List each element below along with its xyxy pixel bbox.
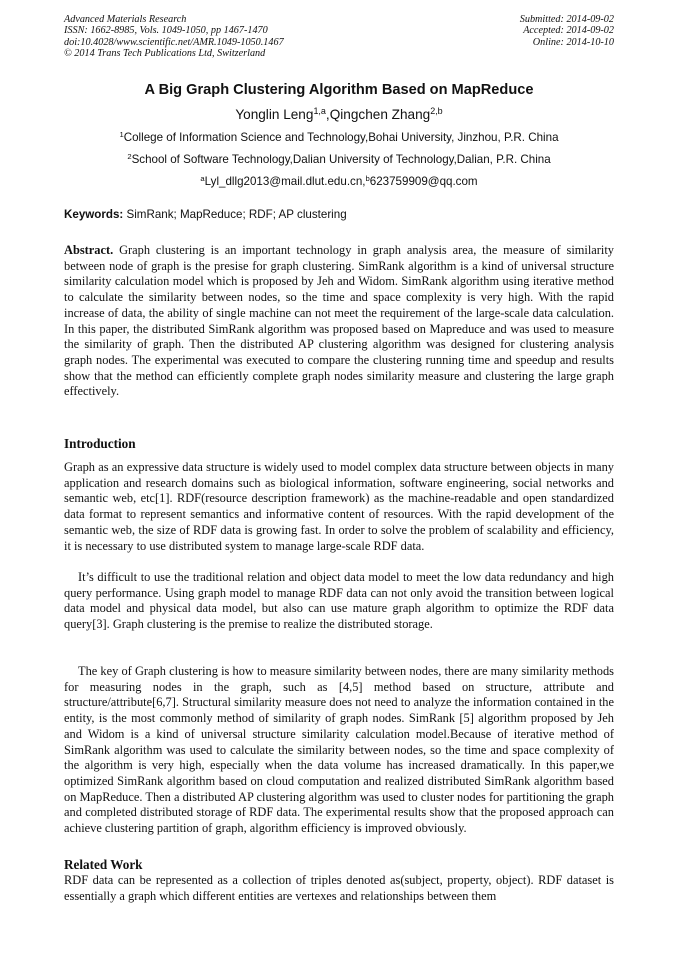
affiliation-text: College of Information Science and Technology,Bohai University, Jinzhou, P.R. China — [123, 131, 559, 144]
email-mark: a — [200, 173, 205, 183]
related-work-paragraph-1: RDF data can be represented as a collection of triples denoted as(subject, property, object). RDF dataset is essentially a graph which different entities are vertexes and relationships between them — [64, 873, 614, 903]
submitted-date: Submitted: 2014-09-02 — [519, 14, 614, 25]
affiliation-mark: 2 — [127, 151, 132, 161]
abstract — [64, 243, 614, 400]
copyright-line: © 2014 Trans Tech Publications Ltd, Switzerland — [64, 47, 266, 59]
journal-name: Advanced Materials Research — [64, 14, 187, 25]
email-mark: b — [365, 173, 370, 183]
issn-line: ISSN: 1662-8985, Vols. 1049-1050, pp 1467-1470 — [64, 25, 268, 37]
accepted-date: Accepted: 2014-09-02 — [523, 25, 614, 37]
online-date: Online: 2014-10-10 — [532, 36, 614, 48]
publication-dates — [394, 14, 614, 48]
section-heading-introduction: Introduction — [64, 436, 136, 451]
keywords-label: Keywords: — [64, 208, 124, 221]
author-separator: , — [325, 107, 330, 122]
author-emails — [0, 175, 678, 189]
email-address: 623759909@qq.com — [369, 175, 478, 188]
section-heading-related-work: Related Work — [64, 857, 143, 872]
author-affiliation-mark: 2,b — [430, 106, 443, 117]
intro-paragraph-1: Graph as an expressive data structure is widely used to model complex data structure between objects in many application and research domains such as biological information, software engineering, social networks and semantic web, etc[1]. RDF(resource description framework) as the machine-readable and open standardized data format to represent semantics and informative content of resources. With the rapid development of the semantic web, the size of RDF data is growing fast. In order to solve the problem of scalability and efficiency, it is necessary to use distributed system to manage large-scale RDF data. — [64, 460, 614, 553]
author-affiliation-mark: 1,a — [313, 106, 326, 117]
intro-paragraph-3: The key of Graph clustering is how to measure similarity between nodes, there are many similarity methods for measuring nodes in the graph, such as [4,5] method based on structure, attribute and structure/attribute[6,7]. Structural similarity measure does not need to analyze the information contained in the entity, is the most commonly method of similarity of graph nodes. SimRank [5] algorithm proposed by Jeh and Widom is a kind of universal structure similarity calculation model.Because of iterative method of SimRank algorithm was used to calculate the similarity between nodes, so the time and space complexity of the algorithm is very high, especially when the data volume has increased dramatically. In this paper,we optimized SimRank algorithm based on cloud computation and realized distributed SimRank algorithm based on MapReduce. Then a distributed AP clustering algorithm was used to cluster nodes for partitioning the graph and completed distributed storage of RDF data. The experimental results show that the proposed approach can achieve clustering partition of graph, algorithm efficiency is improved obviously. — [64, 664, 614, 836]
keywords — [64, 208, 614, 222]
affiliation-1 — [0, 131, 678, 145]
intro-paragraph-2: It’s difficult to use the traditional relation and object data model to meet the low data redundancy and high query performance. Using graph model to manage RDF data can not only avoid the transition between logical data model and physical data model, but also can use mature graph algorithm to optimize the RDF data query[3]. Graph clustering is the premise to realize the distributed storage. — [64, 570, 614, 632]
affiliation-text: School of Software Technology,Dalian University of Technology,Dalian, P.R. China — [131, 153, 551, 166]
paper-title: A Big Graph Clustering Algorithm Based on MapReduce — [144, 82, 534, 98]
abstract-label: Abstract. — [64, 243, 114, 257]
doi-line: doi:10.4028/www.scientific.net/AMR.1049-1050.1467 — [64, 36, 284, 48]
author-name: Qingchen Zhang — [329, 107, 431, 122]
affiliation-2 — [0, 153, 678, 167]
author-line — [0, 106, 678, 123]
author-name: Yonglin Leng — [235, 107, 314, 122]
abstract-text: Graph clustering is an important technology in graph analysis area, the measure of similarity between node of graph is the presise for graph clustering. SimRank algorithm is a kind of universal structure similarity calculation model which is proposed by Jeh and Widom. SimRank algorithm using iterative method to calculate the similarity between nodes, so the time and space complexity is very high. With the rapid increase of data, the ability of single machine can not meet the requirement of the large-scale data calculation. In this paper, the distributed SimRank algorithm was proposed based on Mapreduce and was used to measure the similarity of graph. Then the distributed AP clustering algorithm was designed for clustering analysis graph nodes. The experimental was executed to compare the clustering running time and speedup and results show that the method can efficiently complete graph nodes similarity measure and clustering the large graph effectively. — [64, 243, 614, 399]
journal-info — [64, 14, 394, 59]
email-address: Lyl_dllg2013@mail.dlut.edu.cn, — [204, 175, 366, 188]
affiliation-mark: 1 — [119, 129, 124, 139]
keywords-text: SimRank; MapReduce; RDF; AP clustering — [123, 208, 347, 221]
